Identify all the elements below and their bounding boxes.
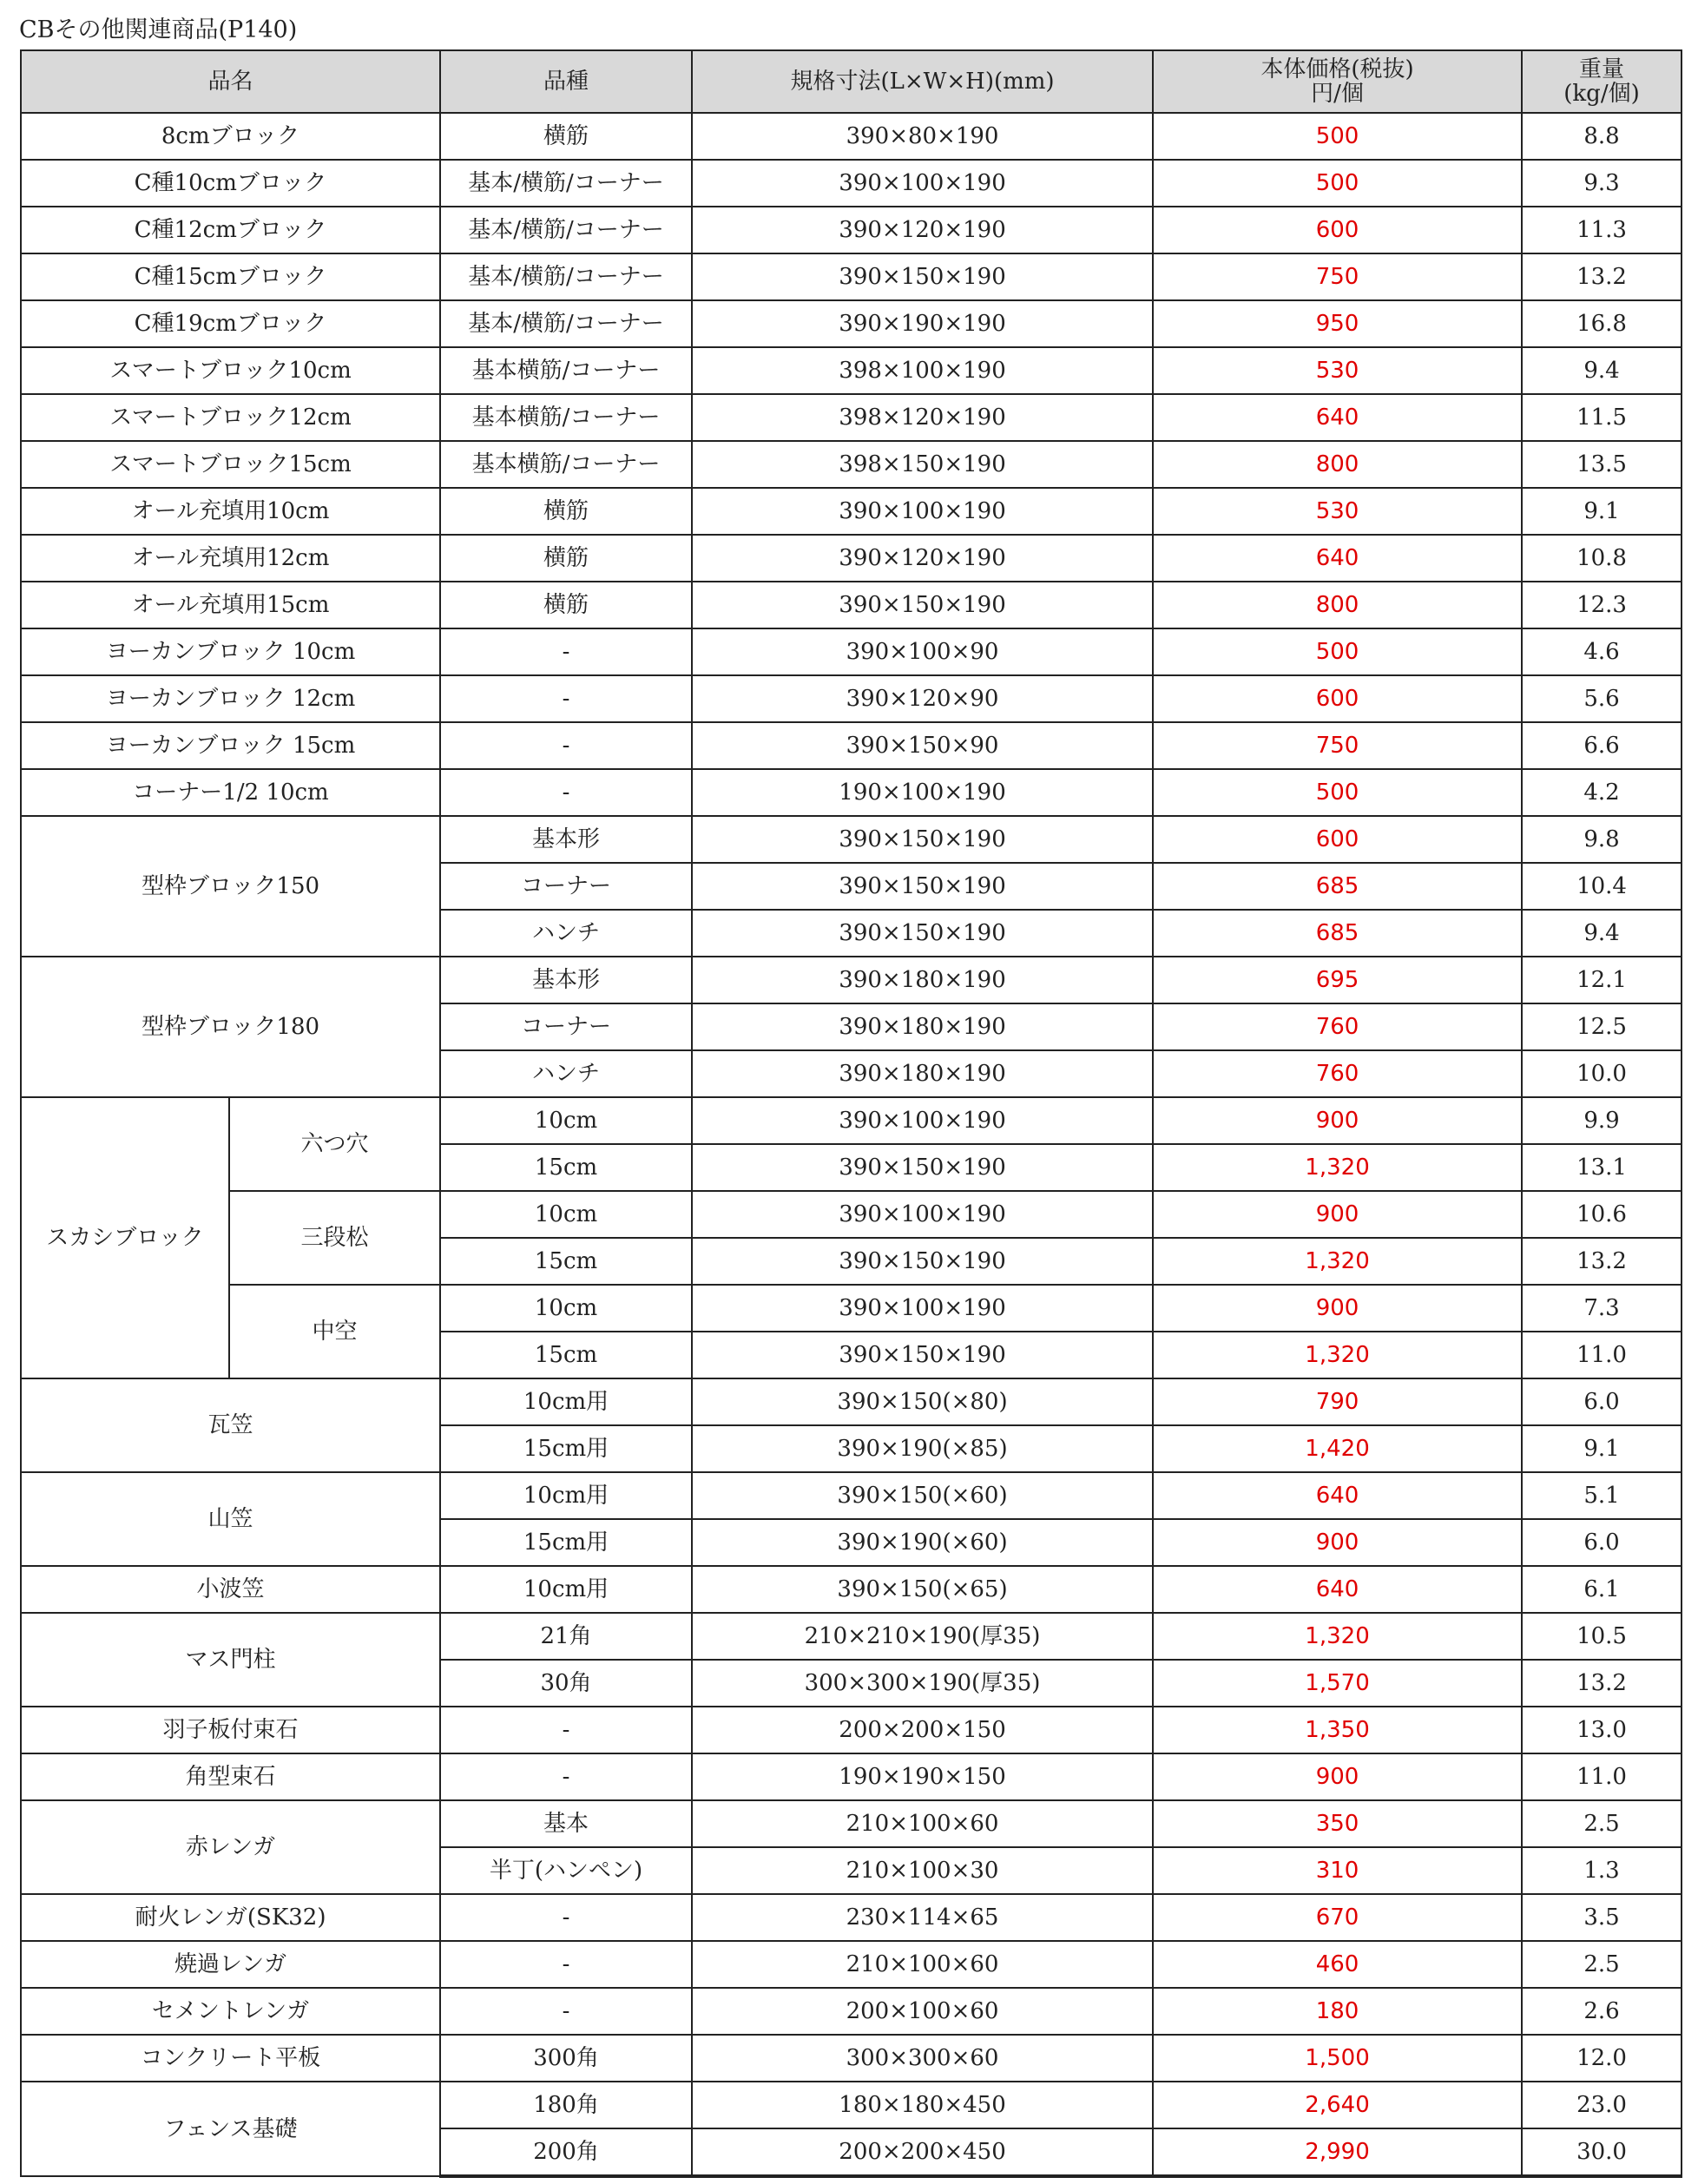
price-cell: 685 (1153, 863, 1522, 910)
product-name-cell: 8cmブロック (21, 113, 440, 160)
type-cell: コーナー (440, 1003, 692, 1050)
type-cell: 10cm用 (440, 1566, 692, 1613)
weight-cell: 9.1 (1522, 488, 1682, 535)
table-row (21, 300, 1682, 347)
size-cell: 210×100×60 (692, 1941, 1153, 1988)
weight-cell: 11.3 (1522, 207, 1682, 253)
type-cell: 横筋 (440, 113, 692, 160)
table-row (21, 1613, 1682, 1660)
table-row (21, 957, 1682, 1003)
price-cell: 760 (1153, 1050, 1522, 1097)
type-cell: 半丁(ハンペン) (440, 1847, 692, 1894)
weight-cell: 6.6 (1522, 722, 1682, 769)
product-name-cell: 羽子板付束石 (21, 1707, 440, 1753)
weight-cell: 2.5 (1522, 1800, 1682, 1847)
weight-cell: 10.8 (1522, 535, 1682, 582)
price-cell: 670 (1153, 1894, 1522, 1941)
price-cell: 640 (1153, 1472, 1522, 1519)
price-cell: 800 (1153, 582, 1522, 628)
size-cell: 300×300×190(厚35) (692, 1660, 1153, 1707)
header-price: 本体価格(税抜) 円/個 (1153, 50, 1522, 113)
size-cell: 390×150×90 (692, 722, 1153, 769)
product-name-cell: コーナー1/2 10cm (21, 769, 440, 816)
weight-cell: 2.6 (1522, 1988, 1682, 2035)
size-cell: 390×180×190 (692, 1003, 1153, 1050)
type-cell: - (440, 1753, 692, 1800)
size-cell: 390×150×190 (692, 863, 1153, 910)
weight-cell: 4.6 (1522, 628, 1682, 675)
price-cell: 695 (1153, 957, 1522, 1003)
size-cell: 390×150×190 (692, 253, 1153, 300)
price-cell: 1,320 (1153, 1332, 1522, 1378)
type-cell: 10cm用 (440, 1472, 692, 1519)
table-row (21, 675, 1682, 722)
price-cell: 800 (1153, 441, 1522, 488)
weight-cell: 13.2 (1522, 1238, 1682, 1285)
type-cell: 基本 (440, 1800, 692, 1847)
table-row (21, 1753, 1682, 1800)
weight-cell: 23.0 (1522, 2082, 1682, 2128)
type-cell: - (440, 628, 692, 675)
size-cell: 390×150×190 (692, 1332, 1153, 1378)
type-cell: - (440, 769, 692, 816)
type-cell: ハンチ (440, 1050, 692, 1097)
type-cell: 基本横筋/コーナー (440, 441, 692, 488)
price-cell: 760 (1153, 1003, 1522, 1050)
price-table (20, 49, 1682, 2178)
size-cell: 398×100×190 (692, 347, 1153, 394)
table-row (21, 816, 1682, 863)
product-name-cell: スマートブロック15cm (21, 441, 440, 488)
table-row (21, 347, 1682, 394)
type-cell: 基本横筋/コーナー (440, 347, 692, 394)
weight-cell: 3.5 (1522, 1894, 1682, 1941)
price-cell: 685 (1153, 910, 1522, 957)
type-cell: - (440, 1988, 692, 2035)
table-row (21, 769, 1682, 816)
type-cell: - (440, 1941, 692, 1988)
type-cell: - (440, 1707, 692, 1753)
product-name-cell: 耐火レンガ(SK32) (21, 1894, 440, 1941)
weight-cell: 11.0 (1522, 1332, 1682, 1378)
price-cell: 1,320 (1153, 1613, 1522, 1660)
table-row (21, 113, 1682, 160)
weight-cell: 12.5 (1522, 1003, 1682, 1050)
size-cell: 390×150×190 (692, 582, 1153, 628)
type-cell: 横筋 (440, 535, 692, 582)
product-name-cell: 型枠ブロック180 (21, 957, 440, 1097)
weight-cell: 10.5 (1522, 1613, 1682, 1660)
table-row (21, 722, 1682, 769)
table-row (21, 253, 1682, 300)
price-cell: 1,570 (1153, 1660, 1522, 1707)
weight-cell: 9.8 (1522, 816, 1682, 863)
type-cell: 10cm (440, 1285, 692, 1332)
price-cell: 460 (1153, 1941, 1522, 1988)
price-cell: 350 (1153, 1800, 1522, 1847)
header-type: 品種 (440, 50, 692, 113)
header-row (21, 50, 1682, 113)
weight-cell: 9.4 (1522, 910, 1682, 957)
size-cell: 210×100×60 (692, 1800, 1153, 1847)
type-cell: 基本横筋/コーナー (440, 394, 692, 441)
table-row (21, 1472, 1682, 1519)
price-cell: 500 (1153, 160, 1522, 207)
price-cell: 750 (1153, 253, 1522, 300)
size-cell: 390×150×190 (692, 910, 1153, 957)
weight-cell: 11.5 (1522, 394, 1682, 441)
weight-cell: 13.0 (1522, 1707, 1682, 1753)
table-row (21, 207, 1682, 253)
table-row (21, 1191, 1682, 1238)
size-cell: 390×150×190 (692, 1144, 1153, 1191)
subgroup-name-cell: 六つ穴 (229, 1097, 440, 1191)
table-row (21, 535, 1682, 582)
price-cell: 750 (1153, 722, 1522, 769)
type-cell: 15cm用 (440, 1425, 692, 1472)
product-name-cell: C種15cmブロック (21, 253, 440, 300)
product-name-cell: 赤レンガ (21, 1800, 440, 1894)
size-cell: 390×150×190 (692, 1238, 1153, 1285)
document-title: CBその他関連商品(P140) (19, 16, 298, 43)
product-name-cell: 瓦笠 (21, 1378, 440, 1472)
product-name-cell: スマートブロック10cm (21, 347, 440, 394)
table-row (21, 2035, 1682, 2082)
size-cell: 390×180×190 (692, 957, 1153, 1003)
product-name-cell: 焼過レンガ (21, 1941, 440, 1988)
price-cell: 1,320 (1153, 1144, 1522, 1191)
type-cell: 基本形 (440, 816, 692, 863)
table-row (21, 488, 1682, 535)
price-cell: 500 (1153, 628, 1522, 675)
type-cell: 10cm (440, 1191, 692, 1238)
header-size: 規格寸法(L×W×H)(mm) (692, 50, 1153, 113)
product-name-cell: スカシブロック (21, 1097, 229, 1378)
product-name-cell: マス門柱 (21, 1613, 440, 1707)
weight-cell: 2.5 (1522, 1941, 1682, 1988)
size-cell: 390×120×190 (692, 535, 1153, 582)
type-cell: - (440, 675, 692, 722)
weight-cell: 9.9 (1522, 1097, 1682, 1144)
product-name-cell: ヨーカンブロック 10cm (21, 628, 440, 675)
type-cell: 21角 (440, 1613, 692, 1660)
type-cell: 横筋 (440, 488, 692, 535)
price-cell: 640 (1153, 1566, 1522, 1613)
weight-cell: 13.2 (1522, 253, 1682, 300)
product-name-cell: C種10cmブロック (21, 160, 440, 207)
weight-cell: 6.0 (1522, 1519, 1682, 1566)
size-cell: 390×100×190 (692, 488, 1153, 535)
weight-cell: 9.3 (1522, 160, 1682, 207)
price-cell: 790 (1153, 1378, 1522, 1425)
size-cell: 390×100×190 (692, 1097, 1153, 1144)
price-cell: 1,500 (1153, 2035, 1522, 2082)
size-cell: 230×114×65 (692, 1894, 1153, 1941)
type-cell: ハンチ (440, 910, 692, 957)
product-name-cell: オール充填用15cm (21, 582, 440, 628)
product-name-cell: コンクリート平板 (21, 2035, 440, 2082)
size-cell: 390×100×190 (692, 160, 1153, 207)
type-cell: 15cm (440, 1332, 692, 1378)
weight-cell: 9.4 (1522, 347, 1682, 394)
type-cell: 基本/横筋/コーナー (440, 207, 692, 253)
type-cell: 横筋 (440, 582, 692, 628)
size-cell: 200×100×60 (692, 1988, 1153, 2035)
weight-cell: 10.4 (1522, 863, 1682, 910)
product-name-cell: オール充填用12cm (21, 535, 440, 582)
weight-cell: 13.5 (1522, 441, 1682, 488)
price-cell: 500 (1153, 769, 1522, 816)
price-cell: 640 (1153, 535, 1522, 582)
type-cell: 300角 (440, 2035, 692, 2082)
price-cell: 310 (1153, 1847, 1522, 1894)
product-name-cell: 山笠 (21, 1472, 440, 1566)
table-row (21, 1941, 1682, 1988)
table-row (21, 582, 1682, 628)
product-name-cell: C種12cmブロック (21, 207, 440, 253)
size-cell: 190×190×150 (692, 1753, 1153, 1800)
price-cell: 180 (1153, 1988, 1522, 2035)
size-cell: 398×150×190 (692, 441, 1153, 488)
price-cell: 900 (1153, 1191, 1522, 1238)
weight-cell: 7.3 (1522, 1285, 1682, 1332)
price-cell: 2,640 (1153, 2082, 1522, 2128)
header-weight: 重量 (kg/個) (1522, 50, 1682, 113)
price-cell: 530 (1153, 347, 1522, 394)
size-cell: 398×120×190 (692, 394, 1153, 441)
subgroup-name-cell: 三段松 (229, 1191, 440, 1285)
size-cell: 200×200×450 (692, 2128, 1153, 2176)
product-name-cell: 小波笠 (21, 1566, 440, 1613)
price-cell: 1,320 (1153, 1238, 1522, 1285)
table-row (21, 628, 1682, 675)
price-cell: 950 (1153, 300, 1522, 347)
table-row (21, 1988, 1682, 2035)
weight-cell: 5.6 (1522, 675, 1682, 722)
weight-cell: 5.1 (1522, 1472, 1682, 1519)
type-cell: 10cm用 (440, 1378, 692, 1425)
price-cell: 900 (1153, 1519, 1522, 1566)
table-row (21, 1566, 1682, 1613)
product-name-cell: ヨーカンブロック 15cm (21, 722, 440, 769)
type-cell: 15cm (440, 1144, 692, 1191)
size-cell: 390×100×90 (692, 628, 1153, 675)
weight-cell: 1.3 (1522, 1847, 1682, 1894)
product-name-cell: 角型束石 (21, 1753, 440, 1800)
weight-cell: 13.2 (1522, 1660, 1682, 1707)
size-cell: 200×200×150 (692, 1707, 1153, 1753)
type-cell: 15cm用 (440, 1519, 692, 1566)
price-cell: 600 (1153, 816, 1522, 863)
weight-cell: 6.0 (1522, 1378, 1682, 1425)
price-cell: 900 (1153, 1097, 1522, 1144)
type-cell: 30角 (440, 1660, 692, 1707)
size-cell: 390×190(×60) (692, 1519, 1153, 1566)
type-cell: 180角 (440, 2082, 692, 2128)
type-cell: 基本/横筋/コーナー (440, 160, 692, 207)
weight-cell: 10.0 (1522, 1050, 1682, 1097)
price-cell: 2,990 (1153, 2128, 1522, 2176)
price-cell: 1,350 (1153, 1707, 1522, 1753)
size-cell: 390×190(×85) (692, 1425, 1153, 1472)
type-cell: 200角 (440, 2128, 692, 2176)
table-row (21, 441, 1682, 488)
table-body (21, 113, 1682, 2176)
price-cell: 1,420 (1153, 1425, 1522, 1472)
type-cell: 基本形 (440, 957, 692, 1003)
size-cell: 390×100×190 (692, 1285, 1153, 1332)
weight-cell: 6.1 (1522, 1566, 1682, 1613)
type-cell: 15cm (440, 1238, 692, 1285)
table-row (21, 1894, 1682, 1941)
weight-cell: 8.8 (1522, 113, 1682, 160)
size-cell: 390×80×190 (692, 113, 1153, 160)
size-cell: 180×180×450 (692, 2082, 1153, 2128)
table-row (21, 394, 1682, 441)
size-cell: 210×210×190(厚35) (692, 1613, 1153, 1660)
table-row (21, 1097, 1682, 1144)
weight-cell: 11.0 (1522, 1753, 1682, 1800)
table-row (21, 1800, 1682, 1847)
price-cell: 530 (1153, 488, 1522, 535)
price-cell: 640 (1153, 394, 1522, 441)
type-cell: 10cm (440, 1097, 692, 1144)
price-cell: 900 (1153, 1753, 1522, 1800)
type-cell: 基本/横筋/コーナー (440, 253, 692, 300)
table-row (21, 1285, 1682, 1332)
price-cell: 600 (1153, 675, 1522, 722)
table-row (21, 160, 1682, 207)
weight-cell: 12.3 (1522, 582, 1682, 628)
size-cell: 390×120×90 (692, 675, 1153, 722)
type-cell: - (440, 1894, 692, 1941)
size-cell: 390×100×190 (692, 1191, 1153, 1238)
table-row (21, 1378, 1682, 1425)
size-cell: 390×150(×80) (692, 1378, 1153, 1425)
table-row (21, 1707, 1682, 1753)
size-cell: 390×180×190 (692, 1050, 1153, 1097)
header-name: 品名 (21, 50, 440, 113)
type-cell: 基本/横筋/コーナー (440, 300, 692, 347)
product-name-cell: スマートブロック12cm (21, 394, 440, 441)
product-name-cell: フェンス基礎 (21, 2082, 440, 2176)
size-cell: 390×150(×65) (692, 1566, 1153, 1613)
price-cell: 500 (1153, 113, 1522, 160)
size-cell: 390×120×190 (692, 207, 1153, 253)
type-cell: コーナー (440, 863, 692, 910)
weight-cell: 16.8 (1522, 300, 1682, 347)
weight-cell: 12.0 (1522, 2035, 1682, 2082)
size-cell: 210×100×30 (692, 1847, 1153, 1894)
weight-cell: 30.0 (1522, 2128, 1682, 2176)
size-cell: 300×300×60 (692, 2035, 1153, 2082)
size-cell: 390×190×190 (692, 300, 1153, 347)
size-cell: 390×150×190 (692, 816, 1153, 863)
size-cell: 390×150(×60) (692, 1472, 1153, 1519)
product-name-cell: ヨーカンブロック 12cm (21, 675, 440, 722)
weight-cell: 9.1 (1522, 1425, 1682, 1472)
price-cell: 900 (1153, 1285, 1522, 1332)
product-name-cell: 型枠ブロック150 (21, 816, 440, 957)
product-name-cell: オール充填用10cm (21, 488, 440, 535)
table-row (21, 2082, 1682, 2128)
price-cell: 600 (1153, 207, 1522, 253)
weight-cell: 12.1 (1522, 957, 1682, 1003)
type-cell: - (440, 722, 692, 769)
weight-cell: 4.2 (1522, 769, 1682, 816)
product-name-cell: セメントレンガ (21, 1988, 440, 2035)
size-cell: 190×100×190 (692, 769, 1153, 816)
weight-cell: 13.1 (1522, 1144, 1682, 1191)
subgroup-name-cell: 中空 (229, 1285, 440, 1378)
weight-cell: 10.6 (1522, 1191, 1682, 1238)
product-name-cell: C種19cmブロック (21, 300, 440, 347)
